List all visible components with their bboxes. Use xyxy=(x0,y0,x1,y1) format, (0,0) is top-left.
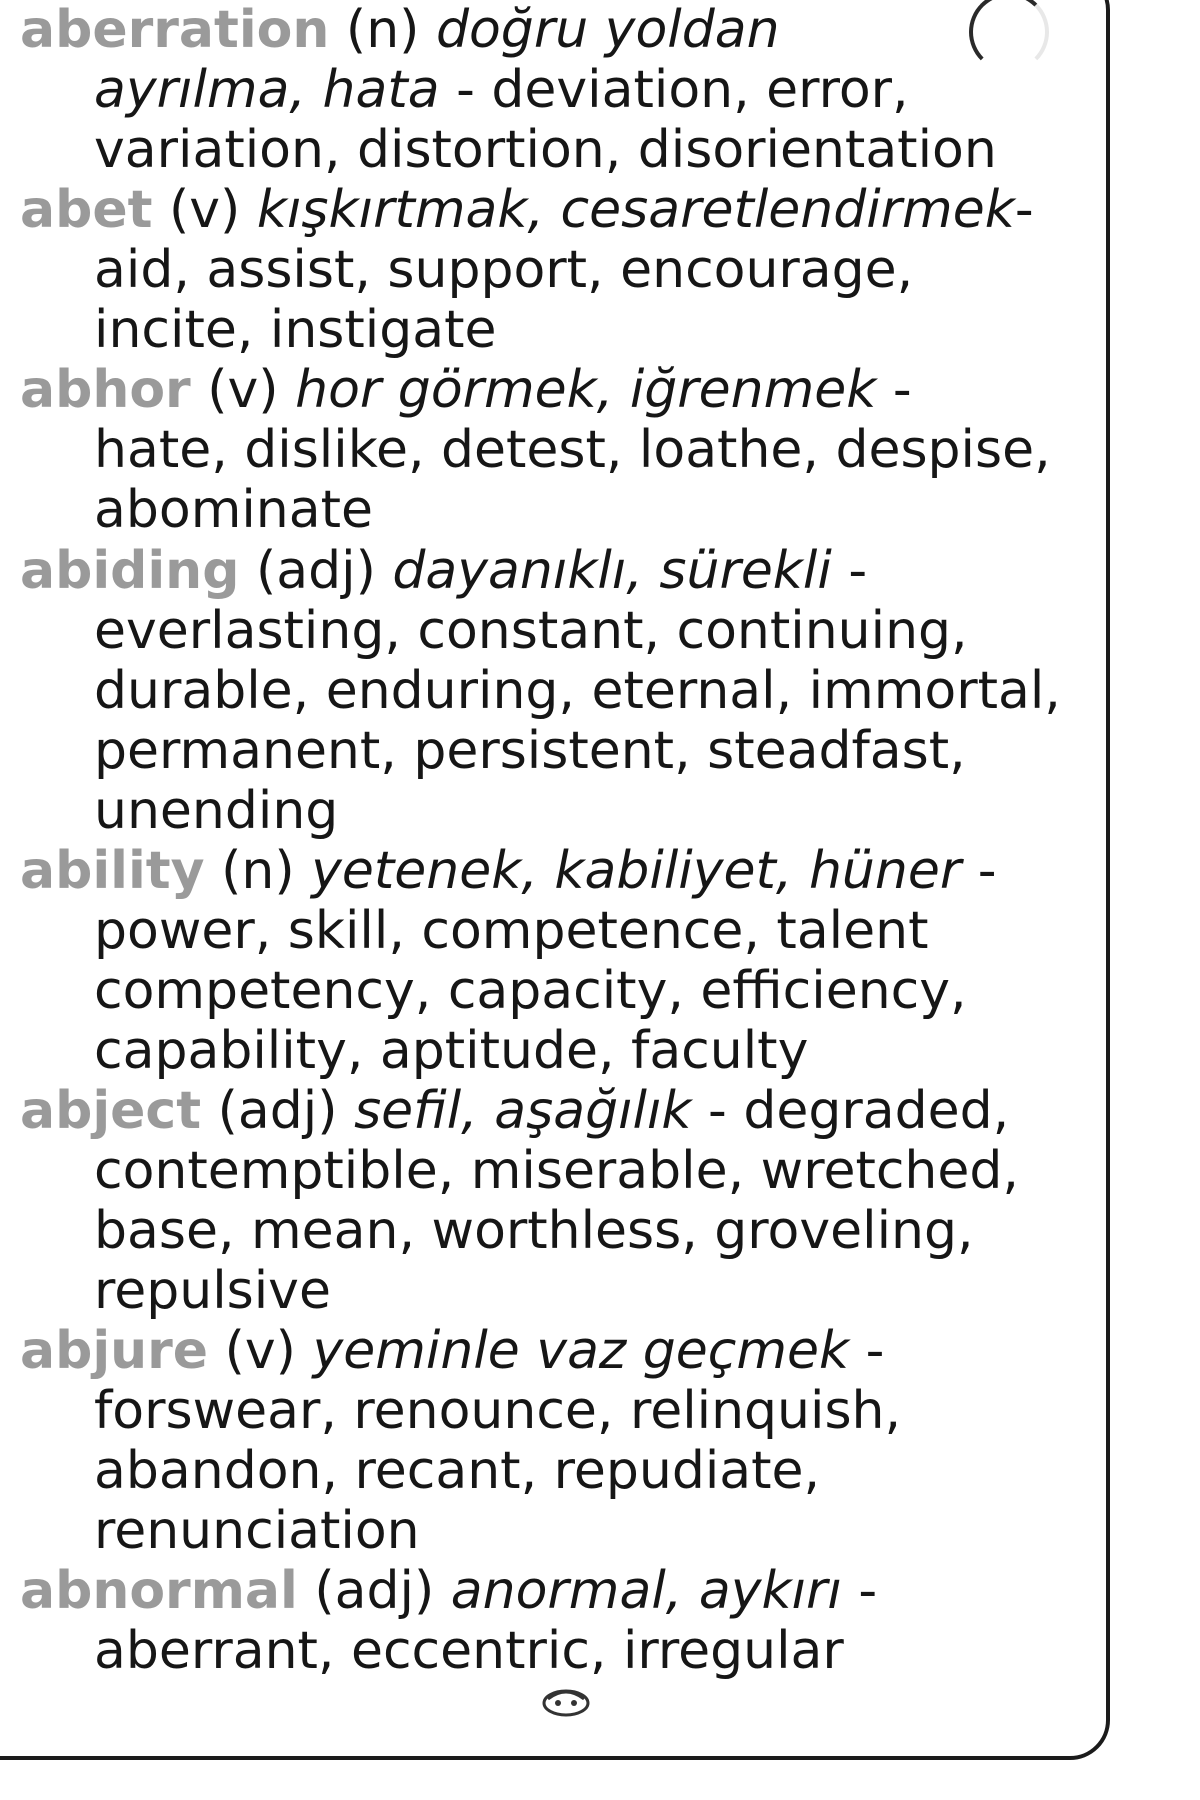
entry-continuation-line xyxy=(94,1201,974,1261)
entry-continuation-line xyxy=(94,480,373,540)
entry-first-line xyxy=(20,1321,884,1381)
entry-turkish-translation: sefil, aşağılık xyxy=(354,1081,692,1141)
entry-first-line xyxy=(20,1081,1009,1141)
entry-synonyms: base, mean, worthless, groveling, xyxy=(94,1201,974,1261)
entry-synonyms: incite, instigate xyxy=(94,300,497,360)
entry-continuation-line xyxy=(94,1381,901,1441)
entry-continuation-line xyxy=(94,120,997,180)
entry-turkish-translation: dayanıklı, sürekli xyxy=(392,541,832,601)
entry-synonyms: competency, capacity, efficiency, xyxy=(94,961,967,1021)
entry-synonyms: - xyxy=(831,541,868,601)
entry-part-of-speech: (v) xyxy=(207,360,279,420)
entry-synonyms: - xyxy=(961,841,997,901)
entry-continuation-line xyxy=(94,661,1061,721)
entry-part-of-speech: (v) xyxy=(224,1321,296,1381)
entry-synonyms: unending xyxy=(94,781,339,841)
entry-turkish-translation: doğru yoldan xyxy=(435,0,780,60)
entry-synonyms: variation, distortion, disorientation xyxy=(94,120,997,180)
entry-headword: abject xyxy=(20,1081,202,1141)
entry-synonyms: renunciation xyxy=(94,1501,420,1561)
entry-continuation-line xyxy=(94,420,1051,480)
entry-headword: aberration xyxy=(20,0,330,60)
entry-synonyms: - xyxy=(841,1561,878,1621)
entry-synonyms: forswear, renounce, relinquish, xyxy=(94,1381,902,1441)
entry-synonyms: hate, dislike, detest, loathe, despise, xyxy=(94,420,1051,480)
entry-synonyms: contemptible, miserable, wretched, xyxy=(94,1141,1019,1201)
entry-synonyms: power, skill, competence, talent xyxy=(94,901,929,961)
ornament-icon xyxy=(536,1683,596,1723)
entry-synonyms: abominate xyxy=(94,480,373,540)
entry-continuation-line xyxy=(94,781,338,841)
entry-continuation-line xyxy=(94,1501,420,1561)
entry-continuation-line xyxy=(94,300,496,360)
entry-continuation-line xyxy=(94,1141,1019,1201)
entry-continuation-line xyxy=(94,1621,844,1681)
entry-first-line xyxy=(20,0,780,60)
entry-continuation-line xyxy=(94,1441,820,1501)
entry-part-of-speech: (n) xyxy=(345,0,420,60)
entry-first-line xyxy=(20,360,912,420)
entry-part-of-speech: (adj) xyxy=(314,1561,435,1621)
entry-first-line xyxy=(20,1561,877,1621)
entry-synonyms: everlasting, constant, continuing, xyxy=(94,601,968,661)
entry-continuation-line xyxy=(94,721,966,781)
entry-synonyms: - xyxy=(876,360,912,420)
entry-continuation-line xyxy=(94,240,913,300)
entry-continuation-line xyxy=(94,1261,331,1321)
entry-synonyms: - degraded, xyxy=(691,1081,1010,1141)
entry-synonyms: - xyxy=(849,1321,885,1381)
entry-continuation-line xyxy=(94,901,928,961)
entry-headword: abnormal xyxy=(20,1561,298,1621)
entry-synonyms: aberrant, eccentric, irregular xyxy=(94,1621,844,1681)
entry-headword: abhor xyxy=(20,360,191,420)
entry-part-of-speech: (adj) xyxy=(255,541,376,601)
entry-continuation-line xyxy=(94,601,968,661)
entry-part-of-speech: (adj) xyxy=(217,1081,338,1141)
entry-headword: ability xyxy=(20,841,205,901)
entry-first-line xyxy=(20,841,997,901)
entry-continuation-line xyxy=(94,60,909,120)
entry-synonyms: durable, enduring, eternal, immortal, xyxy=(94,661,1061,721)
entry-turkish-translation: anormal, aykırı xyxy=(450,1561,842,1621)
entry-turkish-translation: hor görmek, iğrenmek xyxy=(295,360,877,420)
entry-headword: abiding xyxy=(20,541,240,601)
punch-hole xyxy=(969,0,1049,72)
entry-turkish-translation: yeminle vaz geçmek xyxy=(312,1321,850,1381)
entry-turkish-translation: ayrılma, hata xyxy=(94,60,440,120)
entry-continuation-line xyxy=(94,961,967,1021)
entry-first-line xyxy=(20,180,1034,240)
entry-part-of-speech: (v) xyxy=(168,180,241,240)
entry-synonyms: - xyxy=(1014,180,1034,240)
entry-synonyms: aid, assist, support, encourage, xyxy=(94,240,914,300)
entry-first-line xyxy=(20,541,867,601)
entry-turkish-translation: yetenek, kabiliyet, hüner xyxy=(311,841,962,901)
entry-headword: abjure xyxy=(20,1321,209,1381)
entry-synonyms: - deviation, error, xyxy=(439,60,909,120)
entry-synonyms: capability, aptitude, faculty xyxy=(94,1021,809,1081)
entry-synonyms: repulsive xyxy=(94,1261,331,1321)
entry-synonyms: permanent, persistent, steadfast, xyxy=(94,721,966,781)
entry-headword: abet xyxy=(20,180,153,240)
entry-turkish-translation: kışkırtmak, cesaretlendirmek xyxy=(256,180,1015,240)
entry-continuation-line xyxy=(94,1021,808,1081)
entry-synonyms: abandon, recant, repudiate, xyxy=(94,1441,821,1501)
entry-part-of-speech: (n) xyxy=(221,841,295,901)
